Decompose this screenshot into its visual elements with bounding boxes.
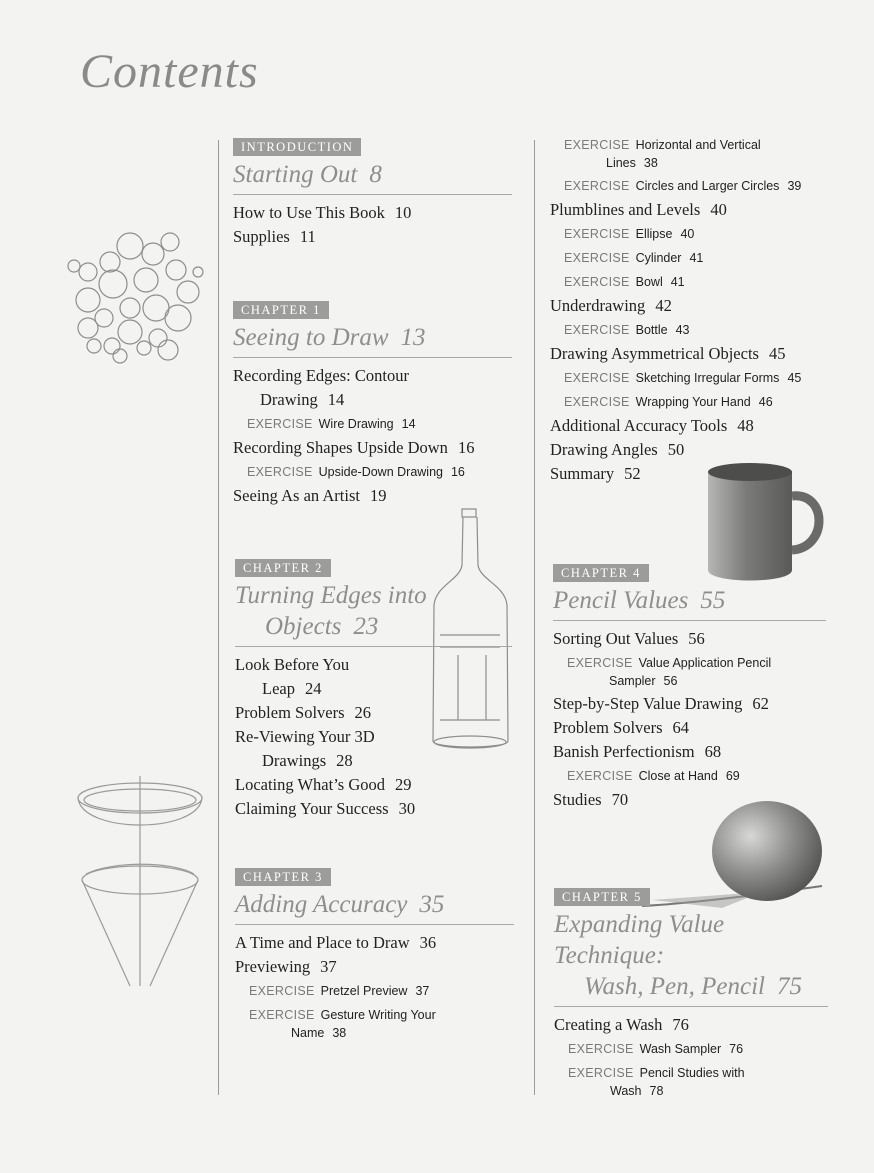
section-title bbox=[235, 580, 512, 647]
section-title-text: Pencil Values bbox=[553, 587, 689, 614]
toc-exercise[interactable] bbox=[550, 318, 840, 342]
exercise-title: Bowl bbox=[635, 275, 663, 289]
toc-exercise[interactable] bbox=[233, 412, 512, 436]
exercise-label: EXERCISE bbox=[564, 179, 630, 193]
exercise-label: EXERCISE bbox=[564, 275, 630, 289]
entry-page: 19 bbox=[369, 486, 387, 505]
toc-exercise[interactable] bbox=[554, 1037, 828, 1061]
section-chapter-3 bbox=[235, 868, 514, 1044]
toc-entry[interactable] bbox=[235, 653, 512, 701]
entry-title: Problem Solvers bbox=[553, 718, 663, 737]
exercise-page: 69 bbox=[725, 769, 740, 783]
entry-page: 30 bbox=[398, 799, 416, 818]
exercise-title: Ellipse bbox=[635, 227, 673, 241]
middle-divider bbox=[534, 140, 535, 1095]
exercise-title: Cylinder bbox=[635, 251, 682, 265]
exercise-label: EXERCISE bbox=[249, 984, 315, 998]
toc-entry[interactable] bbox=[233, 436, 512, 460]
toc-entry[interactable] bbox=[553, 692, 826, 716]
toc-entry[interactable] bbox=[550, 462, 840, 486]
exercise-title: Value Application Pencil bbox=[638, 656, 772, 670]
exercise-label: EXERCISE bbox=[249, 1008, 315, 1022]
entry-title: Recording Shapes Upside Down bbox=[233, 438, 448, 457]
entry-page: 26 bbox=[354, 703, 372, 722]
section-chapter-5 bbox=[554, 888, 828, 1102]
page-title: Contents bbox=[80, 45, 259, 98]
entry-title: Summary bbox=[550, 464, 615, 483]
exercise-label: EXERCISE bbox=[568, 1066, 634, 1080]
entry-title: Re-Viewing Your 3D bbox=[235, 727, 375, 746]
exercise-title: Close at Hand bbox=[638, 769, 718, 783]
exercise-title: Pretzel Preview bbox=[320, 984, 408, 998]
toc-entry[interactable] bbox=[550, 294, 840, 318]
toc-entry[interactable] bbox=[235, 931, 514, 955]
entry-page: 29 bbox=[395, 775, 412, 794]
toc-exercise[interactable] bbox=[235, 979, 514, 1003]
entry-page: 76 bbox=[672, 1015, 689, 1034]
toc-exercise[interactable] bbox=[235, 1006, 514, 1042]
exercise-page: 56 bbox=[663, 674, 678, 688]
section-badge: CHAPTER 4 bbox=[553, 564, 649, 582]
entry-title: Locating What’s Good bbox=[235, 775, 385, 794]
entry-title: Claiming Your Success bbox=[235, 799, 389, 818]
toc-exercise[interactable] bbox=[550, 136, 840, 172]
section-number: 55 bbox=[700, 587, 726, 614]
section-chapter-3-continued bbox=[550, 133, 840, 486]
toc-exercise[interactable] bbox=[553, 654, 826, 690]
section-title bbox=[553, 585, 826, 621]
circles-sketch bbox=[58, 222, 208, 372]
exercise-page: 16 bbox=[450, 465, 465, 479]
exercise-label: EXERCISE bbox=[247, 417, 313, 431]
section-number: 8 bbox=[369, 161, 382, 188]
entry-title-cont: Drawing bbox=[260, 390, 318, 409]
toc-exercise[interactable] bbox=[233, 460, 512, 484]
exercise-title: Wrapping Your Hand bbox=[635, 395, 751, 409]
exercise-page: 41 bbox=[689, 251, 704, 265]
exercise-title: Wash Sampler bbox=[639, 1042, 722, 1056]
entry-title: Drawing Angles bbox=[550, 440, 658, 459]
toc-entry[interactable] bbox=[235, 955, 514, 979]
toc-entry[interactable] bbox=[550, 198, 840, 222]
exercise-title: Horizontal and Vertical bbox=[635, 138, 761, 152]
toc-entry[interactable] bbox=[550, 414, 840, 438]
toc-entry[interactable] bbox=[553, 716, 826, 740]
section-number: 75 bbox=[776, 973, 802, 1000]
entry-title-cont: Leap bbox=[262, 679, 295, 698]
toc-entry[interactable] bbox=[553, 788, 826, 812]
exercise-label: EXERCISE bbox=[567, 656, 633, 670]
toc-entry[interactable] bbox=[235, 701, 512, 725]
entry-title: Sorting Out Values bbox=[553, 629, 679, 648]
entry-page: 16 bbox=[457, 438, 475, 457]
toc-entry[interactable] bbox=[553, 627, 826, 651]
section-title-text: Starting Out bbox=[233, 161, 358, 188]
section-number: 13 bbox=[400, 324, 426, 351]
entry-title: Supplies bbox=[233, 227, 290, 246]
exercise-page: 41 bbox=[670, 275, 685, 289]
entry-page: 52 bbox=[624, 464, 641, 483]
exercise-page: 37 bbox=[415, 984, 430, 998]
toc-exercise[interactable] bbox=[550, 270, 840, 294]
exercise-page: 40 bbox=[680, 227, 695, 241]
exercise-title: Circles and Larger Circles bbox=[635, 179, 780, 193]
exercise-title-cont: Wash bbox=[610, 1084, 642, 1098]
entry-page: 45 bbox=[768, 344, 786, 363]
section-title-line2: Wash, Pen, Pencil bbox=[584, 973, 765, 1000]
exercise-title-cont: Name bbox=[291, 1026, 325, 1040]
entry-page: 42 bbox=[655, 296, 672, 315]
exercise-page: 46 bbox=[758, 395, 773, 409]
section-title bbox=[233, 322, 512, 358]
entry-title: Studies bbox=[553, 790, 602, 809]
toc-exercise[interactable] bbox=[550, 174, 840, 198]
exercise-label: EXERCISE bbox=[564, 323, 630, 337]
toc-exercise[interactable] bbox=[550, 246, 840, 270]
entry-title: Step-by-Step Value Drawing bbox=[553, 694, 743, 713]
entry-title: Problem Solvers bbox=[235, 703, 345, 722]
entry-title: A Time and Place to Draw bbox=[235, 933, 410, 952]
exercise-label: EXERCISE bbox=[564, 227, 630, 241]
section-number: 23 bbox=[353, 613, 379, 640]
exercise-label: EXERCISE bbox=[564, 251, 630, 265]
exercise-title: Bottle bbox=[635, 323, 668, 337]
exercise-page: 39 bbox=[787, 179, 802, 193]
section-chapter-2 bbox=[235, 559, 512, 821]
exercise-label: EXERCISE bbox=[247, 465, 313, 479]
entry-page: 48 bbox=[737, 416, 754, 435]
entry-title: Additional Accuracy Tools bbox=[550, 416, 728, 435]
exercise-label: EXERCISE bbox=[564, 395, 630, 409]
section-title-text: Seeing to Draw bbox=[233, 324, 389, 351]
exercise-label: EXERCISE bbox=[564, 138, 630, 152]
section-title bbox=[554, 909, 828, 1007]
toc-entry[interactable] bbox=[233, 484, 512, 508]
entry-page: 64 bbox=[672, 718, 690, 737]
entry-page: 56 bbox=[688, 629, 705, 648]
section-number: 35 bbox=[419, 891, 445, 918]
toc-entry[interactable] bbox=[235, 725, 512, 773]
entry-title: Plumblines and Levels bbox=[550, 200, 701, 219]
entry-title: Underdrawing bbox=[550, 296, 646, 315]
exercise-page: 38 bbox=[332, 1026, 347, 1040]
section-badge: CHAPTER 2 bbox=[235, 559, 331, 577]
toc-entry[interactable] bbox=[550, 342, 840, 366]
toc-entry[interactable] bbox=[553, 740, 826, 764]
toc-entry[interactable] bbox=[235, 797, 512, 821]
section-badge: CHAPTER 5 bbox=[554, 888, 650, 906]
toc-exercise[interactable] bbox=[554, 1064, 828, 1100]
toc-exercise[interactable] bbox=[553, 764, 826, 788]
exercise-title-cont: Sampler bbox=[609, 674, 656, 688]
entry-page: 10 bbox=[394, 203, 412, 222]
section-title-text: Turning Edges into bbox=[235, 582, 427, 609]
toc-exercise[interactable] bbox=[550, 366, 840, 390]
exercise-page: 76 bbox=[729, 1042, 744, 1056]
section-chapter-4 bbox=[553, 564, 826, 812]
exercise-page: 38 bbox=[643, 156, 658, 170]
entry-title: Banish Perfectionism bbox=[553, 742, 695, 761]
entry-page: 40 bbox=[710, 200, 727, 219]
entry-page: 11 bbox=[299, 227, 316, 246]
bowls-sketch bbox=[72, 776, 222, 1006]
entry-page: 50 bbox=[667, 440, 685, 459]
section-introduction bbox=[233, 138, 512, 249]
exercise-title: Sketching Irregular Forms bbox=[635, 371, 780, 385]
toc-entry[interactable] bbox=[235, 773, 512, 797]
entry-title: Recording Edges: Contour bbox=[233, 366, 409, 385]
exercise-page: 45 bbox=[787, 371, 802, 385]
section-title bbox=[233, 159, 512, 195]
exercise-label: EXERCISE bbox=[567, 769, 633, 783]
section-title-text: Adding Accuracy bbox=[235, 891, 408, 918]
exercise-title: Upside-Down Drawing bbox=[318, 465, 443, 479]
entry-title-cont: Drawings bbox=[262, 751, 327, 770]
entry-title: Look Before You bbox=[235, 655, 350, 674]
entry-page: 14 bbox=[327, 390, 345, 409]
entry-title: Drawing Asymmetrical Objects bbox=[550, 344, 759, 363]
entry-title: Creating a Wash bbox=[554, 1015, 663, 1034]
entry-title: How to Use This Book bbox=[233, 203, 385, 222]
entry-page: 70 bbox=[611, 790, 629, 809]
toc-exercise[interactable] bbox=[550, 390, 840, 414]
exercise-page: 14 bbox=[401, 417, 416, 431]
entry-page: 24 bbox=[304, 679, 322, 698]
toc-exercise[interactable] bbox=[550, 222, 840, 246]
exercise-page: 43 bbox=[675, 323, 690, 337]
entry-title: Seeing As an Artist bbox=[233, 486, 360, 505]
section-title bbox=[235, 889, 514, 925]
exercise-title: Wire Drawing bbox=[318, 417, 394, 431]
toc-entry[interactable] bbox=[233, 201, 512, 225]
exercise-label: EXERCISE bbox=[568, 1042, 634, 1056]
section-badge: CHAPTER 1 bbox=[233, 301, 329, 319]
exercise-title: Pencil Studies with bbox=[639, 1066, 745, 1080]
entry-page: 37 bbox=[320, 957, 337, 976]
section-title-line2: Objects bbox=[265, 613, 342, 640]
section-badge: CHAPTER 3 bbox=[235, 868, 331, 886]
toc-entry[interactable] bbox=[550, 438, 840, 462]
toc-entry[interactable] bbox=[233, 364, 512, 412]
exercise-label: EXERCISE bbox=[564, 371, 630, 385]
section-title-text: Expanding Value Technique: bbox=[554, 911, 725, 969]
exercise-title: Gesture Writing Your bbox=[320, 1008, 436, 1022]
entry-page: 36 bbox=[419, 933, 437, 952]
entry-title: Previewing bbox=[235, 957, 311, 976]
section-badge: INTRODUCTION bbox=[233, 138, 361, 156]
toc-entry[interactable] bbox=[233, 225, 512, 249]
section-chapter-1 bbox=[233, 301, 512, 508]
entry-page: 62 bbox=[752, 694, 769, 713]
entry-page: 68 bbox=[704, 742, 722, 761]
toc-entry[interactable] bbox=[554, 1013, 828, 1037]
exercise-page: 78 bbox=[649, 1084, 664, 1098]
exercise-title-cont: Lines bbox=[606, 156, 636, 170]
entry-page: 28 bbox=[336, 751, 353, 770]
